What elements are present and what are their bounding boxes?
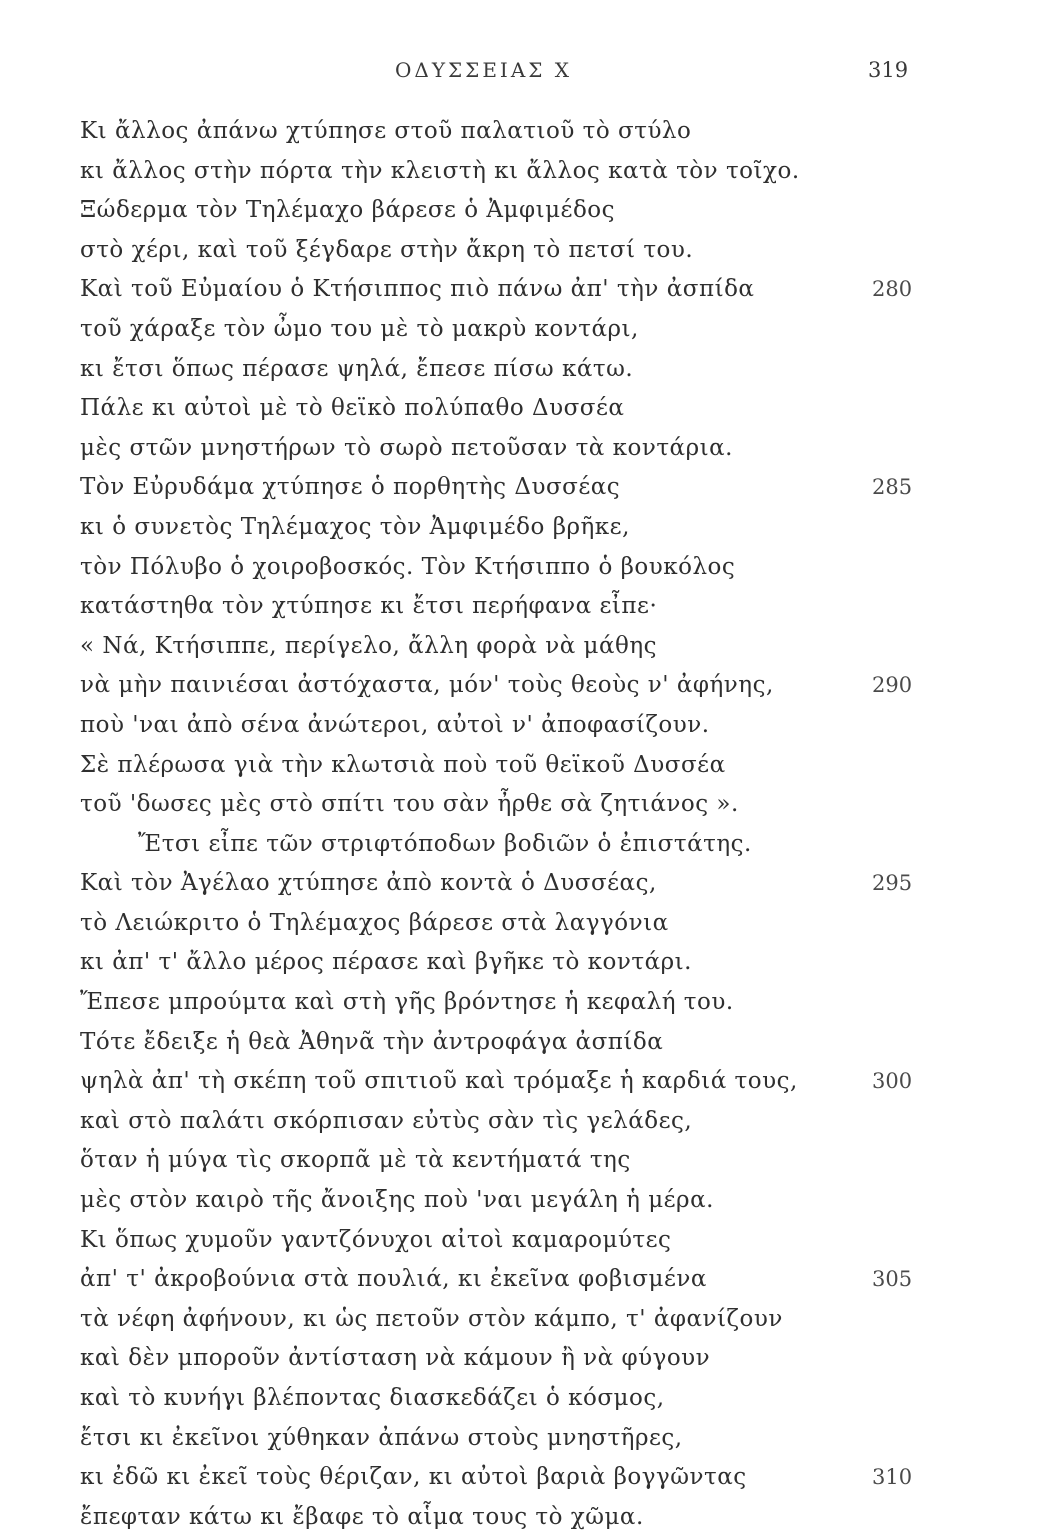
verse-line: τὸν Πόλυβο ὁ χοιροβοσκός. Τὸν Κτήσιππο ὁ βουκόλος (80, 553, 736, 580)
verse-line: « Νά, Κτήσιππε, περίγελο, ἄλλη φορὰ νὰ μάθης (80, 632, 658, 659)
verse-line: καὶ δὲν μποροῦν ἀντίσταση νὰ κάμουν ἢ νὰ φύγουν (80, 1345, 711, 1372)
line-number: 305 (872, 1267, 913, 1292)
page-number: 319 (868, 58, 909, 82)
verse-line: κι ὁ συνετὸς Τηλέμαχος τὸν Ἀμφιμέδο βρῆκε, (80, 513, 630, 540)
line-number: 310 (872, 1465, 913, 1490)
line-number: 285 (872, 475, 913, 500)
verse-line: Τότε ἔδειξε ἡ θεὰ Ἀθηνᾶ τὴν ἀντροφάγα ἀσπίδα (80, 1028, 664, 1055)
line-number: 300 (872, 1069, 913, 1094)
line-number: 290 (872, 673, 913, 698)
verse-line: ψηλὰ ἀπ' τὴ σκέπη τοῦ σπιτιοῦ καὶ τρόμαξε ἡ καρδιά τους, (80, 1068, 798, 1095)
verse-line: Καὶ τοῦ Εὐμαίου ὁ Κτήσιππος πιὸ πάνω ἀπ' τὴν ἀσπίδα (80, 276, 755, 303)
running-title: ΟΔΥΣΣΕΙΑΣ Χ (395, 58, 573, 82)
verse-line: Τὸν Εὐρυδάμα χτύπησε ὁ πορθητὴς Δυσσέας (80, 474, 621, 501)
verse-line: τοῦ 'δωσες μὲς στὸ σπίτι του σὰν ἦρθε σὰ ζητιάνος ». (80, 791, 739, 818)
verse-line: τὸ Λειώκριτο ὁ Τηλέμαχος βάρεσε στὰ λαγγόνια (80, 909, 669, 936)
verse-line: τὰ νέφη ἀφήνουν, κι ὡς πετοῦν στὸν κάμπο, τ' ἀφανίζουν (80, 1305, 783, 1332)
verse-line: Ἔτσι εἶπε τῶν στριφτόποδων βοδιῶν ὁ ἐπιστάτης. (138, 830, 752, 857)
verse-line: καὶ στὸ παλάτι σκόρπισαν εὐτὺς σὰν τὶς γελάδες, (80, 1107, 693, 1134)
verse-block (80, 112, 840, 1537)
verse-line: Σὲ πλέρωσα γιὰ τὴν κλωτσιὰ ποὺ τοῦ θεϊκοῦ Δυσσέα (80, 751, 726, 778)
line-number: 280 (872, 277, 913, 302)
verse-line: κι ἄλλος στὴν πόρτα τὴν κλειστὴ κι ἄλλος κατὰ τὸν τοῖχο. (80, 157, 800, 184)
verse-line: ἔτσι κι ἐκεῖνοι χύθηκαν ἀπάνω στοὺς μνηστῆρες, (80, 1424, 683, 1451)
verse-line: κατάστηθα τὸν χτύπησε κι ἔτσι περήφανα εἶπε· (80, 593, 658, 620)
verse-line: μὲς στὸν καιρὸ τῆς ἄνοιξης ποὺ 'ναι μεγάλη ἡ μέρα. (80, 1187, 714, 1214)
verse-line: κι ἔτσι ὅπως πέρασε ψηλά, ἔπεσε πίσω κάτω. (80, 355, 634, 382)
verse-line: νὰ μὴν παινιέσαι ἀστόχαστα, μόν' τοὺς θεοὺς ν' ἀφήνης, (80, 672, 774, 699)
verse-line: κι ἀπ' τ' ἄλλο μέρος πέρασε καὶ βγῆκε τὸ κοντάρι. (80, 949, 692, 976)
verse-line: ἀπ' τ' ἀκροβούνια στὰ πουλιά, κι ἐκεῖνα φοβισμένα (80, 1266, 707, 1293)
verse-line: στὸ χέρι, καὶ τοῦ ξέγδαρε στὴν ἄκρη τὸ πετσί του. (80, 236, 694, 263)
verse-line: Ξώδερμα τὸν Τηλέμαχο βάρεσε ὁ Ἀμφιμέδος (80, 197, 616, 224)
verse-line: Ἔπεσε μπρούμτα καὶ στὴ γῆς βρόντησε ἡ κεφαλή του. (80, 989, 734, 1016)
verse-line: ἔπεφταν κάτω κι ἔβαφε τὸ αἷμα τους τὸ χῶμα. (80, 1503, 644, 1530)
verse-line: Κι ἄλλος ἀπάνω χτύπησε στοῦ παλατιοῦ τὸ στύλο (80, 118, 692, 144)
verse-line: κι ἐδῶ κι ἐκεῖ τοὺς θέριζαν, κι αὐτοὶ βαριὰ βογγῶντας (80, 1464, 747, 1491)
verse-line: Κι ὅπως χυμοῦν γαντζόνυχοι αἰτοὶ καμαρομύτες (80, 1226, 672, 1253)
verse-line: καὶ τὸ κυνήγι βλέποντας διασκεδάζει ὁ κόσμος, (80, 1385, 665, 1411)
verse-line: μὲς στῶν μνηστήρων τὸ σωρὸ πετοῦσαν τὰ κοντάρια. (80, 434, 733, 461)
verse-line: τοῦ χάραξε τὸν ὦμο του μὲ τὸ μακρὺ κοντάρι, (80, 315, 639, 342)
verse-line: ποὺ 'ναι ἀπὸ σένα ἀνώτεροι, αὐτοὶ ν' ἀποφασίζουν. (80, 711, 710, 738)
verse-line: ὅταν ἡ μύγα τὶς σκορπᾶ μὲ τὰ κεντήματά της (80, 1147, 631, 1174)
verse-line: Πάλε κι αὐτοὶ μὲ τὸ θεϊκὸ πολύπαθο Δυσσέα (80, 395, 625, 422)
line-number: 295 (872, 871, 913, 896)
verse-line: Καὶ τὸν Ἀγέλαο χτύπησε ἀπὸ κοντὰ ὁ Δυσσέας, (80, 870, 657, 897)
